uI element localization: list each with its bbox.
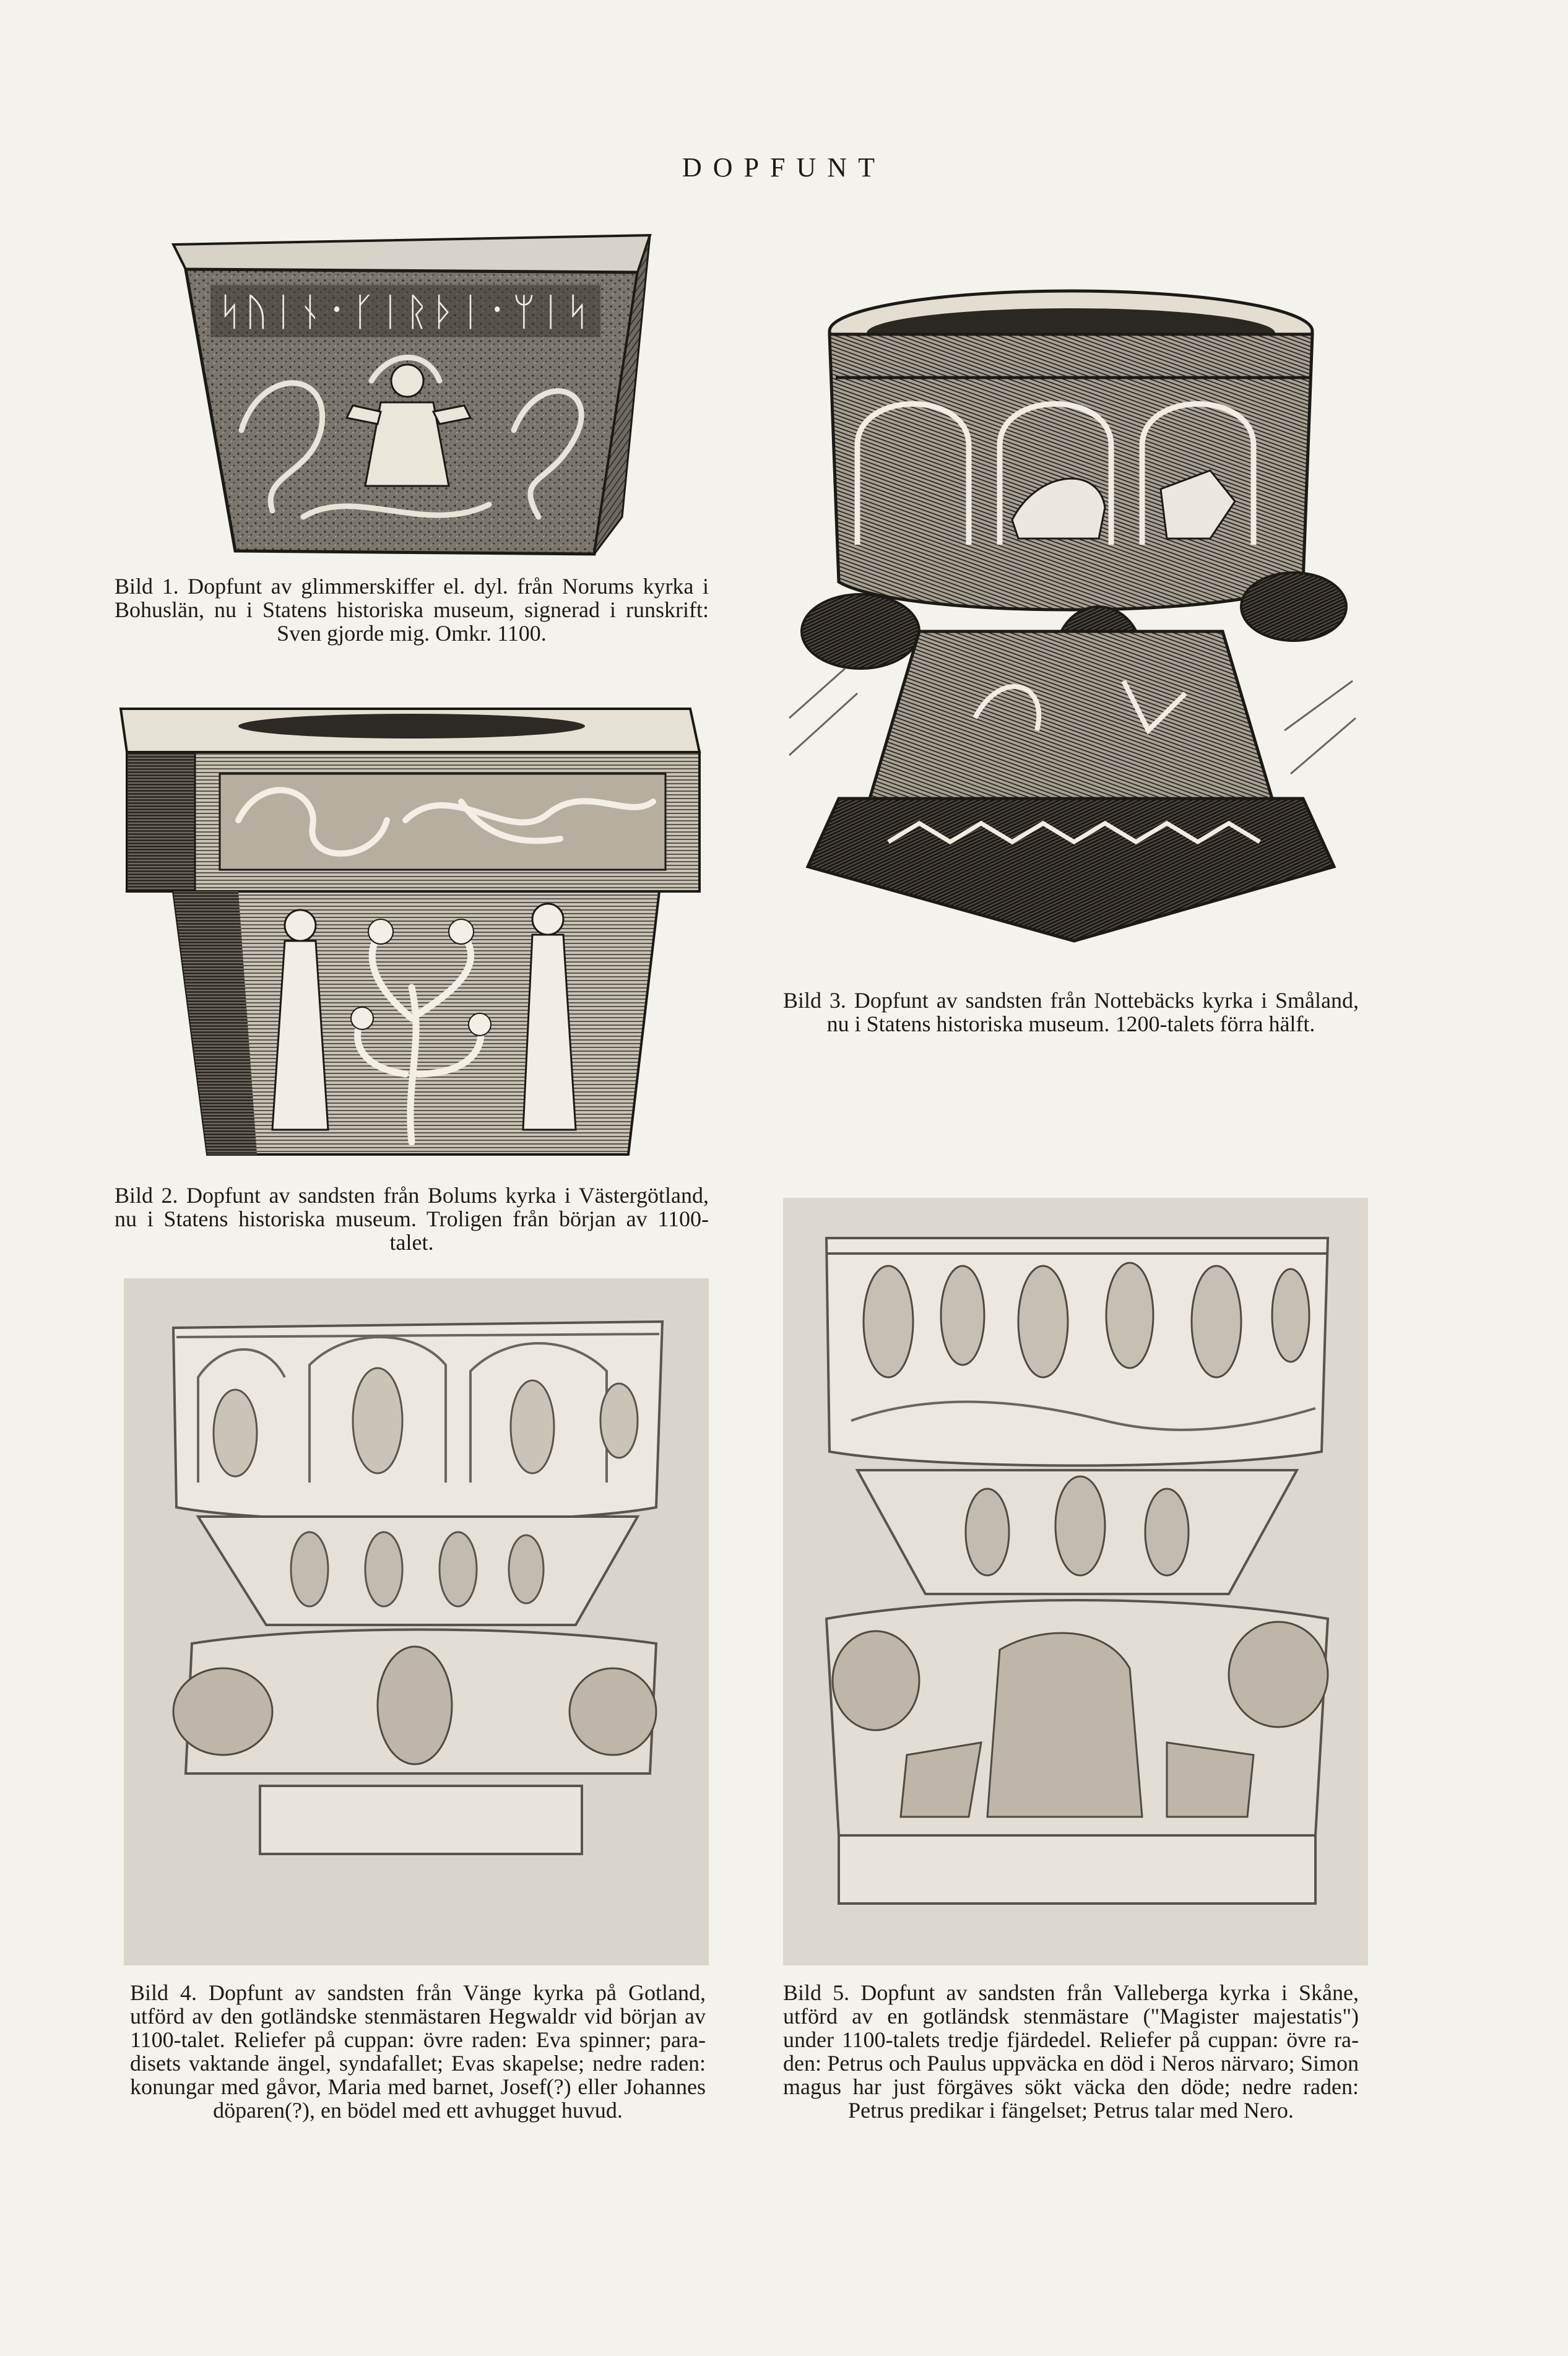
page-title: DOPFUNT: [682, 152, 886, 183]
rune-inscription: ᛋᚢᛁᚾ᛫ᚴᛁᚱᚦᛁ᛫ᛘᛁᛋ: [218, 289, 593, 334]
figure-4-image: [124, 1278, 709, 1965]
figure-5-image: [783, 1198, 1368, 1965]
figure-2-image: [115, 696, 709, 1167]
figure-4-caption: Bild 4. Dopfunt av sandsten från Vänge kyrka på Gotland, utförd av den gotländske stenmästaren Hegwaldr vid början av 1100-talet. Reliefer på cuppan: övre raden: Eva spinner; paradisets vaktande ängel, syndafallet; Evas skapelse; nedre raden: konungar med gåvor, Maria med barnet, Josef(?) eller Johannes döparen(?), en bödel med ett avhugget huvud.: [130, 1980, 706, 2123]
figure-5-caption: Bild 5. Dopfunt av sandsten från Valleberga kyrka i Skåne, utförd av en gotländsk stenmästare ("Magister majestatis") under 1100-talets tredje fjärdedel. Reliefer på cuppan: övre raden: Petrus och Paulus uppväcka en död i Neros närvaro; Simon magus har just förgäves sökt väcka den döde; nedre raden: Petrus predikar i fängelset; Petrus talar med Nero.: [783, 1980, 1359, 2123]
figure-3-caption: Bild 3. Dopfunt av sandsten från Nottebäcks kyrka i Småland, nu i Statens historiska museum. 1200-talets förra hälft.: [783, 988, 1359, 1036]
figure-1-image: [167, 226, 656, 563]
baptismal-font-2-illustration: [115, 696, 709, 1167]
baptismal-font-1-illustration: [167, 226, 656, 563]
figure-1-caption: Bild 1. Dopfunt av glimmerskiffer el. dyl. från Norums kyrka i Bohuslän, nu i Statens historiska museum, signerad i runskrift: Sven gjorde mig. Omkr. 1100.: [115, 574, 709, 646]
baptismal-font-3-illustration: [777, 285, 1365, 978]
baptismal-font-4-photo: [124, 1278, 709, 1965]
figure-2-caption: Bild 2. Dopfunt av sandsten från Bolums kyrka i Västergötland, nu i Statens historiska museum. Troligen från början av 1100-talet.: [115, 1183, 709, 1255]
baptismal-font-5-photo: [783, 1198, 1368, 1965]
figure-3-image: [777, 285, 1365, 978]
